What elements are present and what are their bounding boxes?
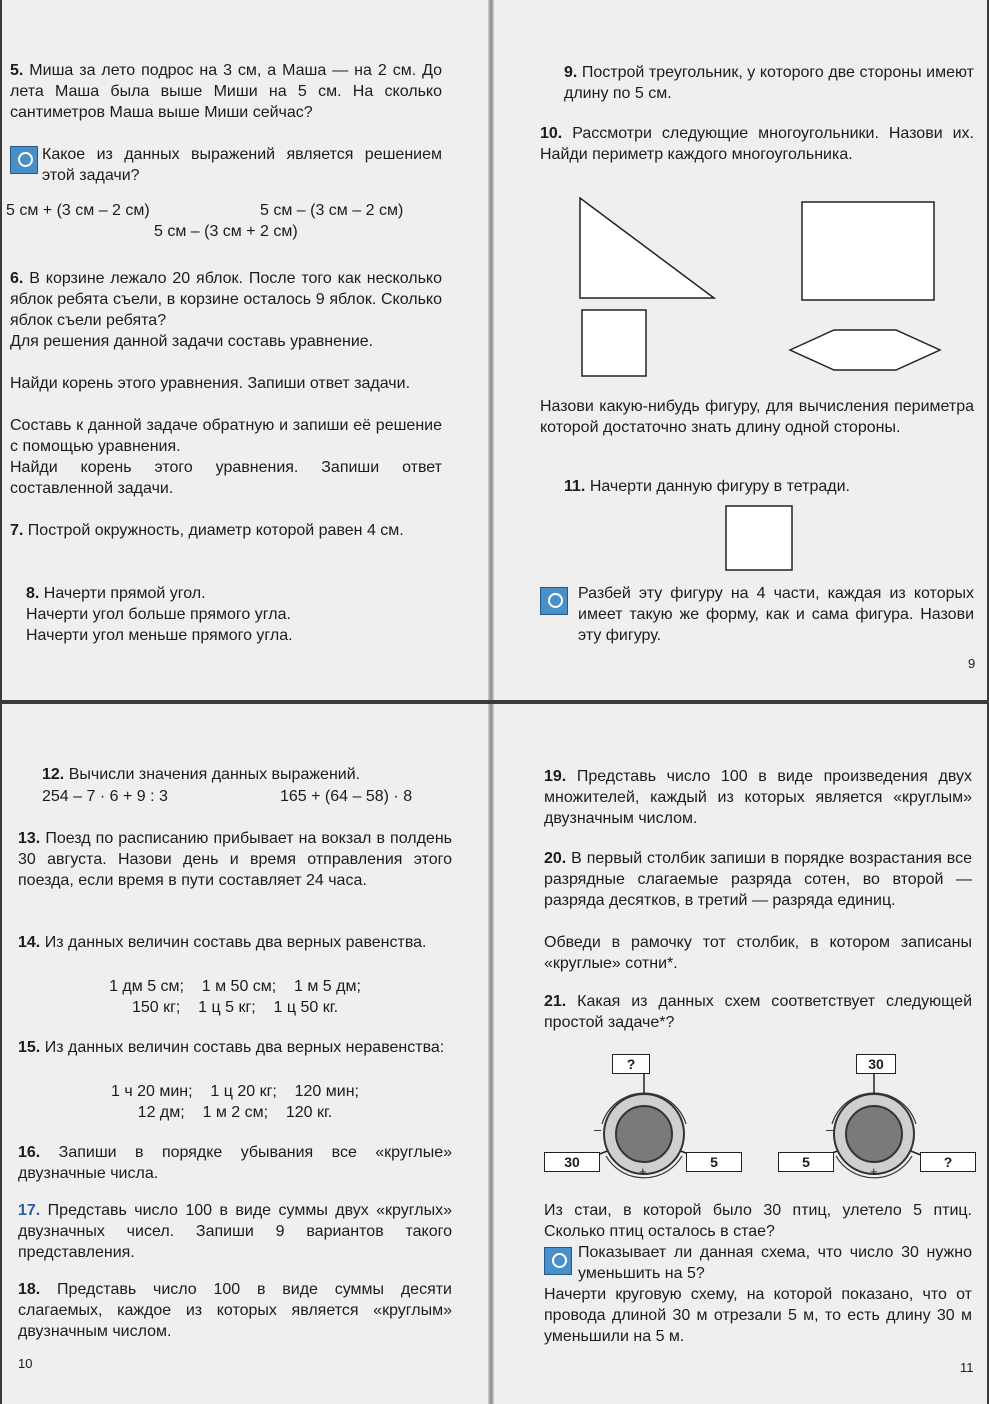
expression: 165 + (64 – 58) · 8 [280,788,413,805]
helper-icon [540,587,568,615]
task-number: 17. [18,1202,41,1219]
task-number: 14. [18,934,41,951]
task-14-values: 150 кг; 1 ц 5 кг; 1 ц 50 кг. [131,999,339,1016]
task-text: Запиши в порядке убывания все «круглые» двузначные числа. [18,1144,452,1182]
page-number: 9 [968,656,976,671]
scheme-2-left-box: 5 [778,1152,834,1172]
square-figure [726,506,792,570]
task-text: Построй окружность, диаметр которой равен 4 см. [27,522,404,539]
task-20-step: Обведи в рамочку тот столбик, в котором записаны «круглые» сотни*. [544,934,972,972]
task-20 [544,848,972,911]
task-14 [18,932,452,953]
task-number: 9. [564,64,578,81]
task-text: Рассмотри следующие многоугольники. Назови их. Найди периметр каждого многоугольника. [540,125,974,163]
task-text: Построй треугольник, у которого две стороны имеют длину по 5 см. [564,64,974,102]
task-text: Вычисли значения данных выражений. [68,766,361,783]
task-number: 16. [18,1144,41,1161]
task-number: 21. [544,993,567,1010]
minus-sign: – [826,1122,834,1137]
task-6-step: Найди корень этого уравнения. Запиши ответ составленной задачи. [10,459,442,497]
task-10 [540,123,974,165]
task-number: 19. [544,768,567,785]
task-5-question: Какое из данных выражений является решением этой задачи? [42,146,442,184]
scheme-1-top-box: ? [612,1054,650,1074]
task-number: 18. [18,1281,41,1298]
task-number: 13. [18,830,41,847]
task-text: Представь число 100 в виде суммы двух «круглых» двузначных чисел. Запиши 9 вариантов такого представления. [18,1202,452,1261]
task-21-question: Показывает ли данная схема, что число 30 нужно уменьшить на 5? [578,1244,972,1282]
task-17 [18,1200,452,1263]
task-number: 6. [10,270,24,287]
task-number: 8. [26,585,40,602]
task-21-problem: Из стаи, в которой было 30 птиц, улетело 5 птиц. Сколько птиц осталось в стае? [544,1202,972,1240]
helper-icon [544,1247,572,1275]
task-number: 20. [544,850,567,867]
task-number: 10. [540,125,563,142]
task-8-step: Начерти угол меньше прямого угла. [26,627,293,644]
square [582,310,646,376]
task-13 [18,828,452,891]
scheme-2-top-box: 30 [856,1054,896,1074]
right-triangle [580,198,714,298]
task-8-step: Начерти угол больше прямого угла. [26,606,291,623]
task-15 [18,1037,452,1058]
task-text: Из данных величин составь два верных неравенства: [44,1039,445,1056]
polygons-figure [494,190,987,390]
task-16 [18,1142,452,1184]
task-15-values: 1 ч 20 мин; 1 ц 20 кг; 120 мин; [111,1083,359,1100]
expression: 5 см – (3 см – 2 см) [260,202,404,219]
task-number: 12. [42,766,65,783]
task-21 [544,991,972,1033]
task-text: В корзине лежало 20 яблок. После того как несколько яблок ребята съели, в корзине осталось 9 яблок. Сколько яблок съели ребята? [10,270,442,329]
page-10 [2,704,488,1404]
page-number: 11 [960,1360,974,1375]
task-text: Какая из данных схем соответствует следующей простой задаче*? [544,993,972,1031]
hexagon [790,330,940,370]
task-10-question: Назови какую-нибудь фигуру, для вычисления периметра которой достаточно знать длину одной стороны. [540,398,974,436]
l-shape-figure [722,506,802,576]
task-number: 15. [18,1039,41,1056]
task-11 [564,476,974,497]
task-8 [26,583,442,604]
task-text: Миша за лето подрос на 3 см, а Маша — на 2 см. До лета Маша была выше Миши на 5 см. На сколько сантиметров Маша выше Миши сейчас? [10,62,442,121]
task-text: Начерти данную фигуру в тетради. [589,478,850,495]
task-number: 7. [10,522,24,539]
task-text: Поезд по расписанию прибывает на вокзал в полдень 30 августа. Назови день и время отправления этого поезда, если время в пути составляет 24 часа. [18,830,452,889]
scheme-1-right-box: 5 [686,1152,742,1172]
bottom-spread [2,704,987,1404]
page-number: 10 [18,1356,33,1371]
task-14-values: 1 дм 5 см; 1 м 50 см; 1 м 5 дм; [109,978,361,995]
task-21-final: Начерти круговую схему, на которой показано, что от провода длиной 30 м отрезали 5 м, то есть длину 30 м уменьшили на 5 м. [544,1286,972,1345]
page-8 [2,0,488,700]
task-12 [42,764,452,785]
scheme-1-left-box: 30 [544,1152,600,1172]
task-7 [10,520,442,541]
page-9 [494,0,987,700]
task-text: В первый столбик запиши в порядке возрастания все разрядные слагаемые разряда сотен, во второй — разряда десятков, в третий — разряда единиц. [544,850,972,909]
inner-disc [616,1106,672,1162]
inner-disc [846,1106,902,1162]
task-6-step: Найди корень этого уравнения. Запиши ответ задачи. [10,375,411,392]
top-spread [2,0,987,700]
task-text: Из данных величин составь два верных равенства. [44,934,427,951]
task-11-extra: Разбей эту фигуру на 4 части, каждая из которых имеет такую же форму, как и сама фигура. Назови эту фигуру. [578,585,974,644]
task-5 [10,60,442,123]
task-9 [564,62,974,104]
expression: 254 – 7 · 6 + 9 : 3 [42,788,168,805]
task-18 [18,1279,452,1342]
task-15-values: 12 дм; 1 м 2 см; 120 кг. [137,1104,333,1121]
task-text: Представь число 100 в виде суммы десяти слагаемых, каждое из которых является «круглым» двузначным числом. [18,1281,452,1340]
helper-icon [10,146,38,174]
task-text: Начерти прямой угол. [43,585,206,602]
task-number: 11. [564,478,586,495]
task-6 [10,268,442,331]
task-6-step: Для решения данной задачи составь уравнение. [10,333,374,350]
task-6-step: Составь к данной задаче обратную и запиши её решение с помощью уравнения. [10,417,442,455]
task-19 [544,766,972,829]
plus-sign: + [870,1164,878,1179]
minus-sign: – [594,1122,602,1137]
plus-sign: + [639,1164,647,1179]
page-11 [494,704,987,1404]
scheme-2-right-box: ? [920,1152,976,1172]
task-number: 5. [10,62,24,79]
expression: 5 см + (3 см – 2 см) [6,202,150,219]
expression: 5 см – (3 см + 2 см) [154,223,298,240]
task-text: Представь число 100 в виде произведения двух множителей, каждый из которых является «круглым» двузначным числом. [544,768,972,827]
rectangle [802,202,934,300]
